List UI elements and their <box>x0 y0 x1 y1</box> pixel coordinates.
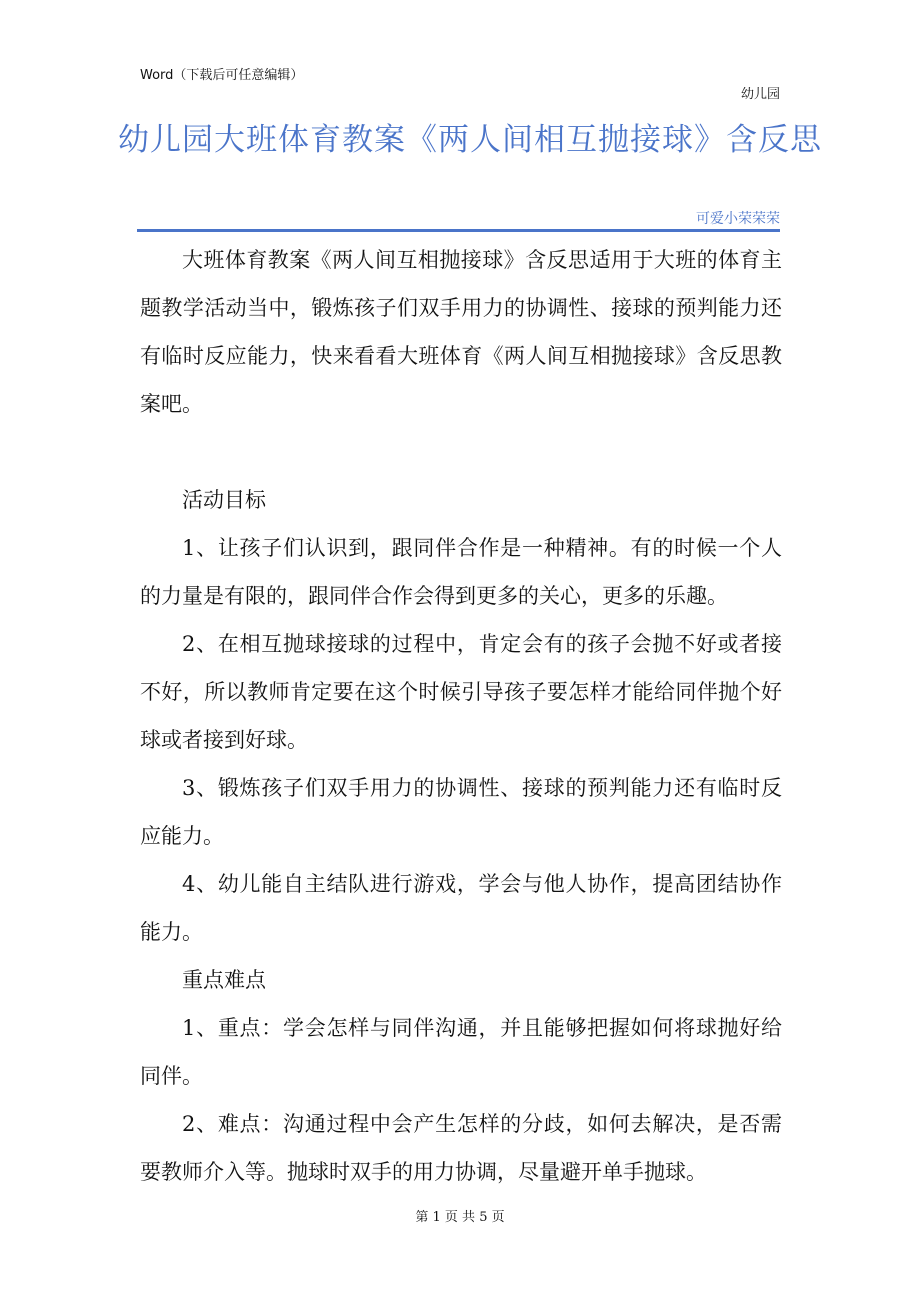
paragraph: 1、让孩子们认识到，跟同伴合作是一种精神。有的时候一个人的力量是有限的，跟同伴合作会得到更多的关心，更多的乐趣。 <box>140 536 782 608</box>
intro-paragraph: 大班体育教案《两人间互相抛接球》含反思适用于大班的体育主题教学活动当中，锻炼孩子们双手用力的协调性、接球的预判能力还有临时反应能力，快来看看大班体育《两人间互相抛接球》含反思教案吧。 <box>140 248 782 416</box>
author: 可爱小荣荣荣 <box>696 211 780 227</box>
paragraph: 4、幼儿能自主结队进行游戏，学会与他人协作，提高团结协作能力。 <box>140 872 782 944</box>
header-note: Word（下载后可任意编辑） <box>140 68 304 83</box>
page-number: 第 1 页 共 5 页 <box>415 1210 505 1225</box>
section-heading: 重点难点 <box>182 968 266 992</box>
document-title: 幼儿园大班体育教案《两人间相互抛接球》含反思 <box>118 122 822 158</box>
document-body <box>140 236 782 1196</box>
section-heading: 活动目标 <box>182 488 266 512</box>
paragraph: 1、重点：学会怎样与同伴沟通，并且能够把握如何将球抛好给同伴。 <box>140 1016 782 1088</box>
paragraph: 2、在相互抛球接球的过程中，肯定会有的孩子会抛不好或者接不好，所以教师肯定要在这个时候引导孩子要怎样才能给同伴抛个好球或者接到好球。 <box>140 632 782 752</box>
title-divider <box>137 229 780 232</box>
paragraph: 3、锻炼孩子们双手用力的协调性、接球的预判能力还有临时反应能力。 <box>140 776 782 848</box>
paragraph: 2、难点：沟通过程中会产生怎样的分歧，如何去解决，是否需要教师介入等。抛球时双手的用力协调，尽量避开单手抛球。 <box>140 1112 782 1184</box>
header-category: 幼儿园 <box>740 87 780 102</box>
